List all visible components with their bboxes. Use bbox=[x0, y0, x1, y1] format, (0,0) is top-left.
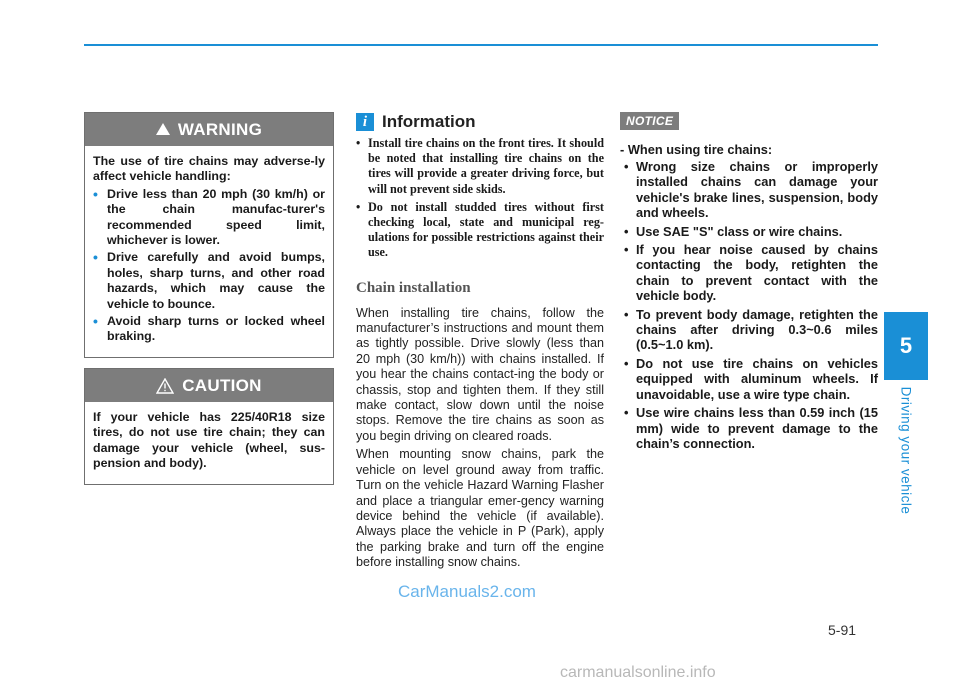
notice-item bbox=[620, 356, 878, 402]
information-item-text: Do not install studded tires without first checking local, state and municipal reg-ulations for possible restrictions against their use. bbox=[368, 199, 604, 260]
caution-text: If your vehicle has 225/40R18 size tires, do not use tire chain; they can damage your vehicle (wheel, sus-pension and body). bbox=[93, 410, 325, 471]
warning-item-text: Drive less than 20 mph (30 km/h) or the chain manufac-turer's recommended speed limit, whichever is lower. bbox=[107, 186, 325, 248]
warning-item-text: Drive carefully and avoid bumps, holes, sharp turns, and other road hazards, which may cause the vehicle to bounce. bbox=[107, 250, 325, 311]
bullet-icon: • bbox=[624, 242, 629, 258]
chapter-tab: 5 bbox=[884, 312, 928, 380]
warning-item bbox=[93, 314, 325, 345]
warning-item bbox=[93, 187, 325, 249]
notice-item bbox=[620, 242, 878, 304]
warning-header bbox=[85, 113, 333, 146]
notice-item-text: Wrong size chains or improperly installed chains can damage your vehicle's brake lines, suspension, body and wheels. bbox=[636, 159, 878, 221]
information-item bbox=[356, 200, 604, 261]
chapter-label bbox=[882, 380, 930, 520]
notice-item bbox=[620, 159, 878, 221]
page-number: 5-91 bbox=[828, 622, 857, 638]
notice-item bbox=[620, 405, 878, 451]
notice-item-text: If you hear noise caused by chains contacting the body, retighten the chain to prevent contact with the vehicle body. bbox=[636, 242, 878, 304]
information-item bbox=[356, 136, 604, 197]
warning-body bbox=[85, 146, 333, 357]
information-header bbox=[356, 112, 604, 132]
bullet-icon: • bbox=[93, 185, 98, 202]
warning-title: WARNING bbox=[177, 119, 263, 139]
notice-item-text: Do not use tire chains on vehicles equipped with aluminum wheels. If unavoidable, use a wire type chain. bbox=[636, 355, 878, 402]
caution-title: CAUTION bbox=[182, 375, 262, 395]
chain-installation-heading: Chain installation bbox=[356, 279, 471, 296]
notice-item-text: Use wire chains less than 0.59 inch (15 mm) wide to prevent damage to the chain’s connection. bbox=[636, 405, 878, 451]
bullet-icon: • bbox=[624, 159, 629, 174]
caution-box bbox=[84, 368, 334, 485]
notice-item bbox=[620, 224, 878, 239]
chapter-label-text: Driving your vehicle bbox=[898, 386, 914, 514]
bullet-icon: • bbox=[624, 223, 629, 239]
warning-list bbox=[93, 187, 325, 345]
warning-item bbox=[93, 250, 325, 312]
bullet-icon: • bbox=[624, 306, 629, 322]
information-item-text: Install tire chains on the front tires. It should be noted that installing tire chains on the tires will provide a greater driving force, but will not prevent side skids. bbox=[368, 136, 604, 196]
chain-paragraph: When installing tire chains, follow the manufacturer’s instructions and mount them as tightly possible. Drive slowly (less than 20 mph (30 km/h)) with chains installed. If you hear the chains contact-ing the body or chassis, stop and tighten them. If they still make contact, slow down until the noise stops. Remove the tire chains as soon as you begin driving on cleared roads. bbox=[356, 305, 604, 443]
bullet-icon: • bbox=[624, 355, 629, 371]
notice-subtitle: - When using tire chains: bbox=[620, 142, 773, 157]
information-list bbox=[356, 136, 604, 261]
notice-item-text: Use SAE "S" class or wire chains. bbox=[636, 223, 843, 239]
warning-triangle-icon bbox=[156, 123, 170, 135]
notice-item bbox=[620, 307, 878, 353]
right-column bbox=[620, 112, 878, 454]
chain-paragraph: When mounting snow chains, park the vehicle on level ground away from traffic. Turn on the vehicle Hazard Warning Flasher and place a triangular emer-gency warning device behind the vehicle (if available). Always place the vehicle in P (Park), apply the parking brake and turn off the engine before installing snow chains. bbox=[356, 447, 604, 570]
notice-list bbox=[620, 159, 878, 451]
warning-intro: The use of tire chains may adverse-ly affect vehicle handling: bbox=[93, 154, 325, 184]
information-title: Information bbox=[382, 112, 476, 131]
info-icon: i bbox=[356, 113, 374, 131]
bullet-icon: • bbox=[356, 136, 361, 150]
footer-watermark: carmanualsonline.info bbox=[560, 664, 716, 681]
notice-badge: NOTICE bbox=[620, 112, 679, 130]
bullet-icon: • bbox=[356, 199, 361, 214]
caution-header bbox=[85, 369, 333, 402]
warning-item-text: Avoid sharp turns or locked wheel braking. bbox=[107, 314, 325, 344]
watermark-link[interactable]: CarManuals2.com bbox=[398, 582, 536, 601]
bullet-icon: • bbox=[93, 313, 98, 330]
top-rule bbox=[84, 44, 878, 46]
bullet-icon: • bbox=[93, 249, 98, 266]
middle-column bbox=[356, 112, 604, 574]
caution-triangle-icon bbox=[156, 378, 174, 394]
caution-body bbox=[85, 402, 333, 484]
bullet-icon: • bbox=[624, 405, 629, 421]
notice-item-text: To prevent body damage, retighten the chains after driving 0.3~0.6 miles (0.5~1.0 km). bbox=[636, 306, 878, 353]
warning-box bbox=[84, 112, 334, 358]
